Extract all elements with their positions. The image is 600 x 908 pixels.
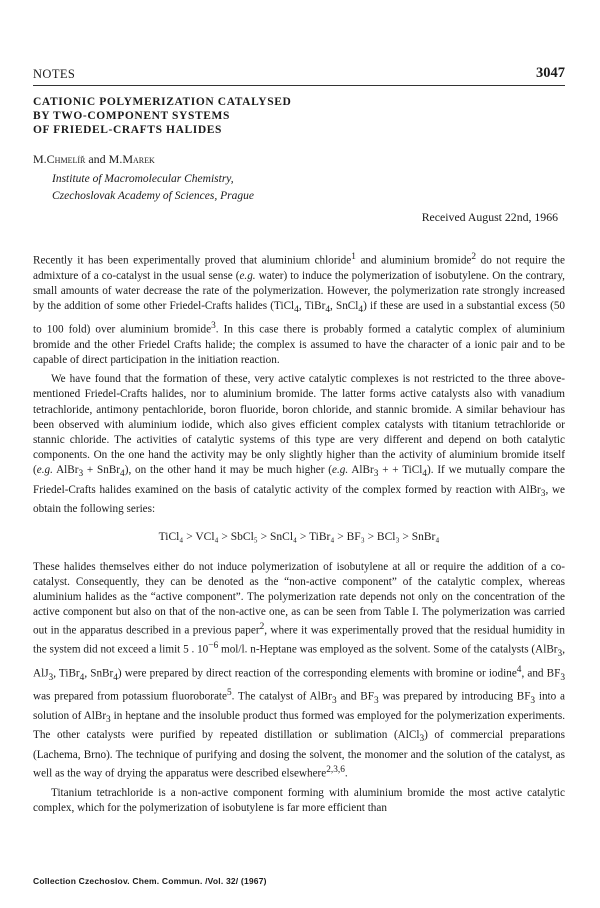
- running-header: [33, 67, 565, 83]
- paragraph-2: We have found that the formation of these, very active catalytic complexes is not restricted to the three above-mentioned Friedel-Crafts halides, nor to aluminium bromide. The latter forms active catalysts also with vanadium tetrachloride, antimony pentachloride, boron fluoride, boron chloride, and stannic bromide. A similar behaviour has been observed with aluminium iodide, which also gives efficient complex catalysts with titanium tetrachloride or stannic chloride. The activities of catalytic systems of this type are very different and depend on both catalytic components. On the one hand the activity may be only slightly higher than the activity of aluminium bromide itself (e.g. AlBr$_3$ + SnBr$_4$), on the other hand it may be much higher (e.g. AlBr$_3$ + + TiCl$_4$). If we mutually compare the Friedel-Crafts halides examined on the basis of catalytic activity of the complex formed by reaction with AlBr$_3$, we obtain the following series:: [33, 373, 565, 516]
- author-1-initial: M.: [33, 152, 47, 166]
- authors-conjunction: and: [85, 152, 109, 166]
- section-label: NOTES: [33, 67, 76, 81]
- affiliation-line-2: Czechoslovak Academy of Sciences, Prague: [52, 189, 254, 202]
- affiliation-line-1: Institute of Macromolecular Chemistry,: [52, 173, 234, 185]
- title-line-1: CATIONIC POLYMERIZATION CATALYSED: [33, 96, 292, 108]
- paragraph-4: Titanium tetrachloride is a non-active component forming with aluminium bromide the most active catalytic complex, which for the polymerization of isobutylene is far more efficient than: [33, 786, 565, 815]
- page-number: 3047: [536, 65, 565, 81]
- journal-citation: Collection Czechoslov. Chem. Commun. /Vol. 32/ (1967): [33, 876, 267, 886]
- author-1-surname: Chmelíř: [46, 152, 86, 166]
- activity-series-formula: TiCl₄ > VCl₄ > SbCl₅ > SnCl₄ > TiBr₄ > BF₃ > BCl₃ > SnBr₄: [158, 531, 440, 544]
- title-line-3: OF FRIEDEL-CRAFTS HALIDES: [33, 124, 223, 136]
- title-line-2: BY TWO-COMPONENT SYSTEMS: [33, 110, 230, 122]
- author-2-initial: M.: [108, 152, 123, 166]
- article-body: [33, 250, 565, 820]
- article-title: [33, 95, 553, 137]
- authors: [33, 152, 155, 167]
- received-date: Received August 22nd, 1966: [421, 210, 558, 224]
- paragraph-1: Recently it has been experimentally proved that aluminium chloride$^1$ and aluminium bromide$^2$ do not require the admixture of a co-catalyst in the usual sense (e.g. water) to induce the polymerization of isobutylene. On the contrary, small amounts of water decrease the rate of the polymerization. However, the polymerization rate strongly increased by the addition of some other Friedel-Crafts halides (TiCl$_4$, TiBr$_4$, SnCl$_4$) if these are used in a substantial excess (50 to 100 fold) over aluminium bromide$^3$. In this case there is probably formed a catalytic complex of aluminium bromide and the other Friedel Crafts halide; the complex is assumed to have the character of a ionic pair and to be capable of direct participation in the initiation reaction.: [33, 252, 566, 366]
- author-2-surname: Marek: [122, 152, 155, 166]
- paragraph-3: These halides themselves either do not induce polymerization of isobutylene at all or require the addition of a co-catalyst. Consequently, they can be denoted as the “non-active component” of the catalytic complex, whereas aluminium halides as the “active component”. The polymerization rate depends not only on the concentration of the active component but also on that of the non-active one, as can be seen from Table I. The polymerization was carried out in the apparatus described in a previous paper$^2$, where it was experimentally proved that the residual humidity in the system did not exceed a limit 5 . $10^{-6}$ mol/l. n-Heptane was employed as the solvent. Some of the catalysts (AlBr$_3$, AlJ$_3$, TiBr$_4$, SnBr$_4$) were prepared by direct reaction of the corresponding elements with bromine or iodine$^4$, and $BF_3$ was prepared from potassium fluoroborate$^5$. The catalyst of AlBr$_3$ and $BF_3$ was prepared by introducing $BF_3$ into a solution of AlBr$_3$ in heptane and the insoluble product thus formed was employed for the polymerization experiments. The other catalysts were purified by repeated distillation or sublimation (AlCl$_3$) of commercial preparations (Lachema, Brno). The technique of purifying and dosing the solvent, the monomer and the solution of the catalyst, as well as the way of drying the apparatus were described elsewhere$^{2,3,6}$.: [33, 560, 565, 780]
- affiliation: [52, 171, 254, 204]
- header-rule: [33, 85, 565, 86]
